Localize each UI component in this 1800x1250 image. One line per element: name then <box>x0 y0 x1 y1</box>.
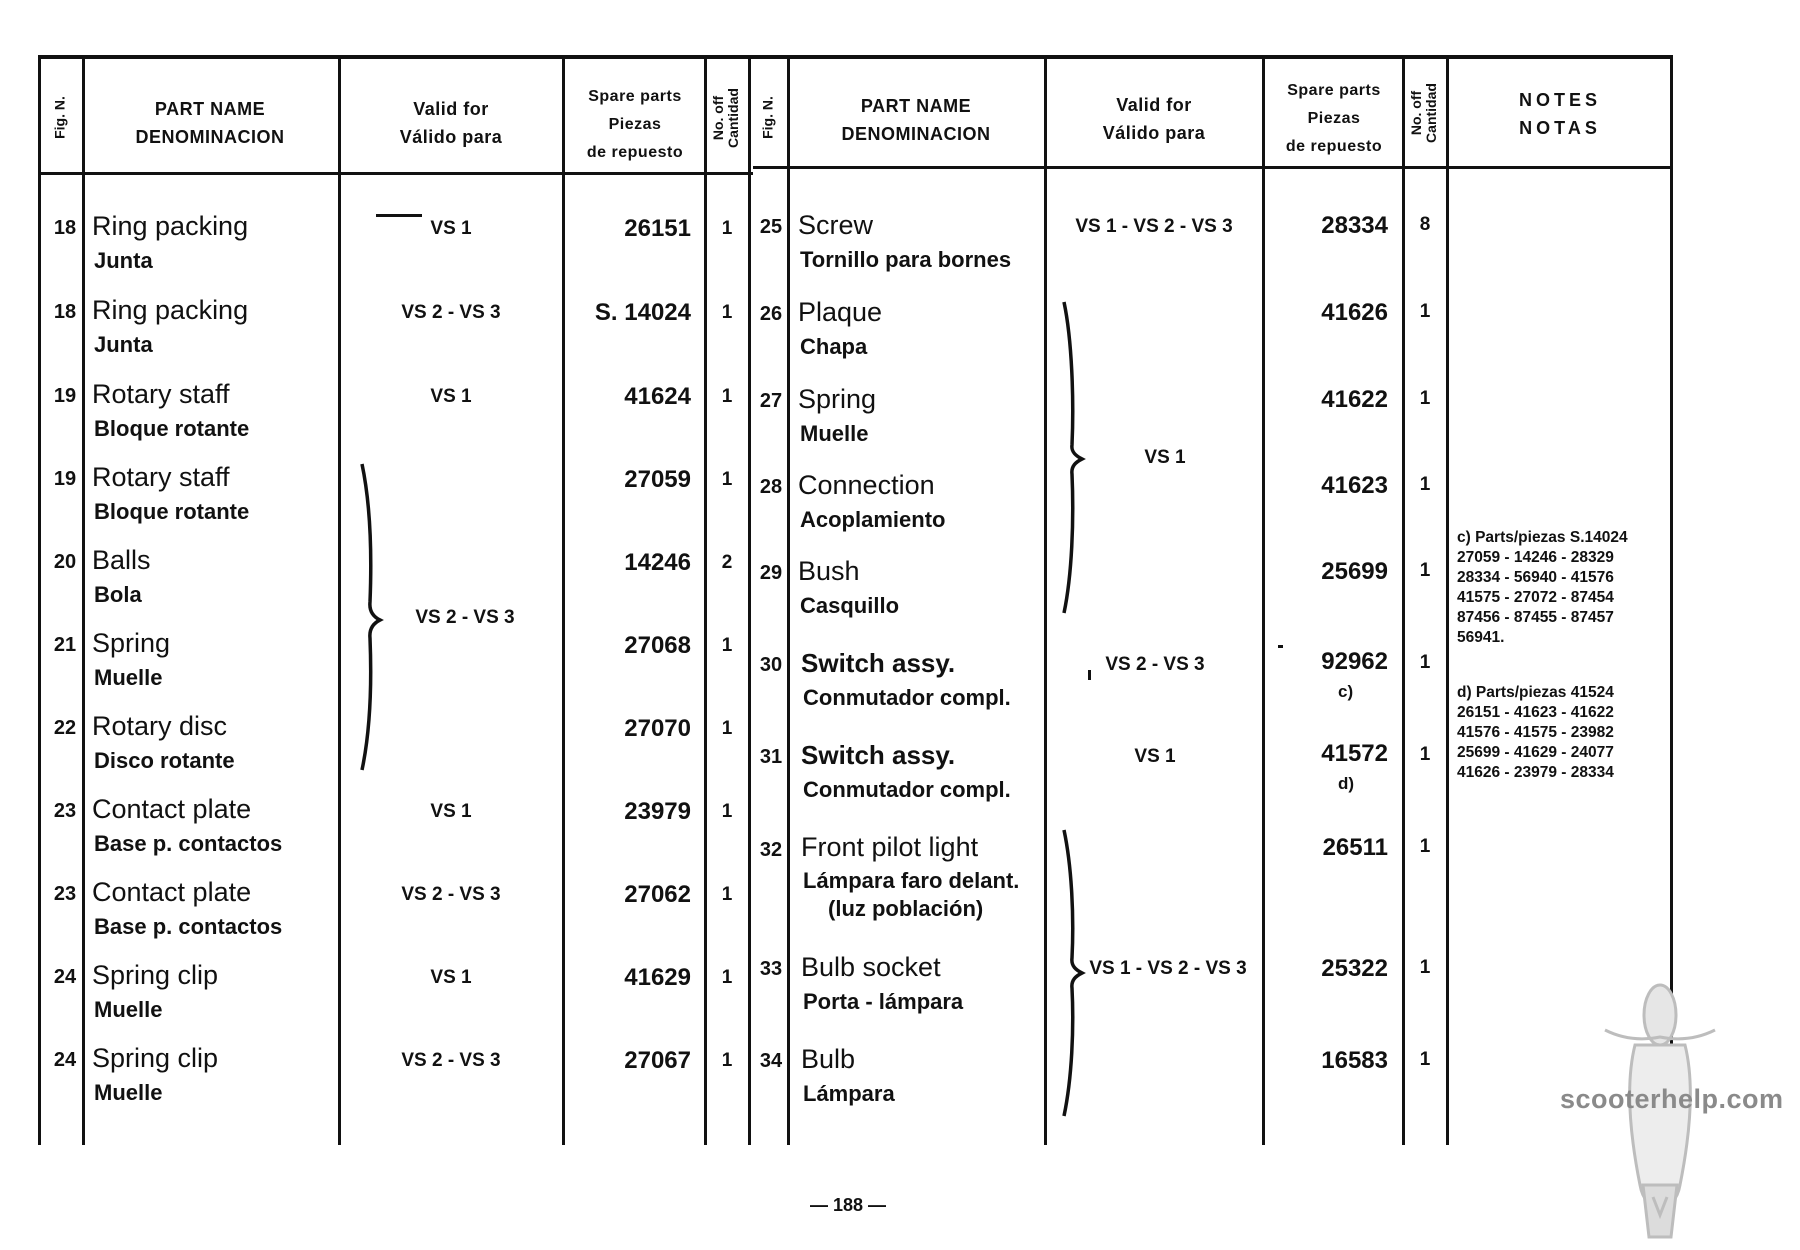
left-row-name-en: Rotary staff <box>92 462 230 492</box>
left-row-name-en: Rotary staff <box>92 379 230 409</box>
left-row-fig: 24 <box>53 966 77 988</box>
left-row-fig: 19 <box>53 468 77 490</box>
right-group2-valid: VS 1 - VS 2 - VS 3 <box>1089 958 1247 979</box>
right-row-name-en: Connection <box>798 470 935 500</box>
right-row-name-es: Tornillo para bornes <box>800 247 1012 272</box>
header-valid-for-right <box>1047 91 1261 147</box>
header-notes <box>1450 86 1670 142</box>
right-row-fig: 32 <box>759 839 783 861</box>
left-row-part-number: 23979 <box>624 798 691 825</box>
right-row-part-number: 26511 <box>1322 834 1388 861</box>
header-qty-1: No. off <box>1408 90 1424 136</box>
right-row-name-en: Screw <box>798 210 874 240</box>
left-row-name-en: Contact plate <box>92 877 252 907</box>
left-row-part-number: 27062 <box>624 881 691 908</box>
header-part-name-es: DENOMINACION <box>841 124 991 144</box>
header-valid-es: Válido para <box>399 127 503 147</box>
right-row-fig: 26 <box>759 303 783 325</box>
col-line <box>562 58 565 1145</box>
left-row-name-en: Contact plate <box>92 794 252 824</box>
header-valid-es: Válido para <box>1102 123 1206 143</box>
right-row-fig: 27 <box>759 390 783 412</box>
right-row-name-en: Plaque <box>798 297 883 327</box>
left-row-qty: 2 <box>721 552 733 573</box>
left-row-valid: VS 2 - VS 3 <box>401 884 501 905</box>
ink-mark <box>376 214 422 217</box>
right-row-part-number: 16583 <box>1321 1047 1388 1074</box>
right-group1-brace <box>1060 300 1090 615</box>
header-spare-1: Spare parts <box>1287 82 1381 99</box>
header-qty-1: No. off <box>710 95 726 141</box>
left-row-qty: 1 <box>721 967 733 988</box>
right-row-qty: 1 <box>1419 474 1431 495</box>
left-row-fig: 18 <box>53 217 77 239</box>
right-row-name-es: Conmutador compl. <box>803 685 1011 710</box>
left-row-valid: VS 1 <box>430 967 472 988</box>
right-row-valid: VS 1 <box>1134 746 1176 767</box>
header-fig-n: Fig. N. <box>51 96 68 139</box>
right-row-part-number: 41623 <box>1321 472 1388 499</box>
left-row-part-number: S. 14024 <box>594 299 691 326</box>
right-row-fig: 25 <box>759 216 783 238</box>
right-row-qty: 1 <box>1419 957 1431 978</box>
right-row-qty: 1 <box>1419 301 1431 322</box>
header-part-name-en: PART NAME <box>154 99 266 119</box>
right-row-part-number: 25322 <box>1321 955 1388 982</box>
right-row-valid: VS 2 - VS 3 <box>1105 654 1205 675</box>
header-part-name-right <box>790 92 1042 148</box>
left-row-valid: VS 1 <box>430 218 472 239</box>
header-rule-right <box>753 166 1673 169</box>
col-line <box>1446 58 1449 1145</box>
left-row-part-number: 26151 <box>624 215 691 242</box>
left-row-name-en: Spring clip <box>92 1043 219 1073</box>
header-fig-n-right: Fig. N. <box>759 96 776 139</box>
right-row-name-es: Acoplamiento <box>800 507 946 532</box>
header-spare-1: Spare parts <box>588 88 682 105</box>
left-row-part-number: 27068 <box>624 632 691 659</box>
left-row-qty: 1 <box>721 469 733 490</box>
left-row-part-number: 41629 <box>624 964 691 991</box>
header-rule-left <box>38 172 753 175</box>
right-row-name-es: Lámpara <box>803 1081 895 1106</box>
right-row-fig: 34 <box>759 1050 783 1072</box>
right-row-fig: 31 <box>759 746 783 768</box>
header-spare-2: Piezas <box>608 116 662 133</box>
left-row-fig: 23 <box>53 883 77 905</box>
col-line <box>1402 58 1405 1145</box>
left-row-valid: VS 2 - VS 3 <box>401 302 501 323</box>
header-spare-parts <box>566 83 704 167</box>
header-part-name-es: DENOMINACION <box>135 127 285 147</box>
col-line <box>704 58 707 1145</box>
right-row-fig: 28 <box>759 476 783 498</box>
right-row-name-en: Bulb socket <box>801 952 941 982</box>
right-row-qty: 1 <box>1419 652 1431 673</box>
right-row-name-es-2: (luz población) <box>828 896 984 921</box>
left-group-brace <box>358 462 388 772</box>
right-row-part-number: 92962 <box>1321 648 1388 675</box>
right-row-name-en: Bush <box>798 556 860 586</box>
right-row-name-es: Casquillo <box>800 593 900 618</box>
left-row-qty: 1 <box>721 218 733 239</box>
left-row-name-es: Bloque rotante <box>94 416 250 441</box>
left-row-name-es: Junta <box>94 248 153 273</box>
left-row-fig: 19 <box>53 385 77 407</box>
left-row-name-en: Ring packing <box>92 211 249 241</box>
right-row-fig: 30 <box>759 654 783 676</box>
left-row-name-es: Base p. contactos <box>94 831 283 856</box>
right-row-name-en: Front pilot light <box>801 832 979 862</box>
right-row-name-en: Switch assy. <box>801 740 956 770</box>
header-spare-3: de repuesto <box>1285 138 1383 155</box>
header-spare-2: Piezas <box>1307 110 1361 127</box>
right-row-qty: 8 <box>1419 214 1431 235</box>
note-c: c) Parts/piezas S.14024 27059 - 14246 - 28329 28334 - 56940 - 41576 41575 - 27072 - 87454 87456 - 87455 - 87457 56941. <box>1457 529 1628 646</box>
right-row-part-number: 25699 <box>1321 558 1388 585</box>
left-row-qty: 1 <box>721 386 733 407</box>
left-row-name-es: Muelle <box>94 1080 163 1105</box>
left-row-qty: 1 <box>721 302 733 323</box>
left-row-name-es: Bola <box>94 582 142 607</box>
right-row-qty: 1 <box>1419 388 1431 409</box>
right-row-fig: 33 <box>759 958 783 980</box>
right-row-name-es: Muelle <box>800 421 869 446</box>
right-row-name-en: Spring <box>798 384 877 414</box>
left-row-fig: 23 <box>53 800 77 822</box>
right-row-fig: 29 <box>759 562 783 584</box>
left-row-name-en: Balls <box>92 545 151 575</box>
left-row-part-number: 27067 <box>624 1047 691 1074</box>
right-row-qty: 1 <box>1419 1049 1431 1070</box>
left-row-qty: 1 <box>721 718 733 739</box>
left-row-fig: 24 <box>53 1049 77 1071</box>
left-row-fig: 22 <box>53 717 77 739</box>
left-row-fig: 20 <box>53 551 77 573</box>
left-row-valid: VS 2 - VS 3 <box>401 1050 501 1071</box>
right-row-name-en: Switch assy. <box>801 648 956 678</box>
right-row-valid: VS 1 - VS 2 - VS 3 <box>1075 216 1233 237</box>
left-row-name-es: Disco rotante <box>94 748 235 773</box>
header-notes-es: NOTAS <box>1519 118 1601 138</box>
right-row-qty: 1 <box>1419 836 1431 857</box>
left-row-part-number: 41624 <box>624 383 691 410</box>
header-valid-en: Valid for <box>413 99 489 119</box>
left-row-name-es: Base p. contactos <box>94 914 283 939</box>
left-row-qty: 1 <box>721 884 733 905</box>
left-row-qty: 1 <box>721 801 733 822</box>
col-line <box>338 58 341 1145</box>
left-row-valid: VS 1 <box>430 801 472 822</box>
left-group-valid: VS 2 - VS 3 <box>415 607 515 628</box>
header-valid-en: Valid for <box>1116 95 1192 115</box>
left-row-valid: VS 1 <box>430 386 472 407</box>
left-row-name-es: Junta <box>94 332 153 357</box>
header-part-name <box>85 95 335 151</box>
col-line <box>1262 58 1265 1145</box>
right-group1-valid: VS 1 <box>1144 447 1186 468</box>
left-row-fig: 18 <box>53 301 77 323</box>
header-valid-for <box>342 95 560 151</box>
right-row-name-es: Lámpara faro delant. <box>803 868 1020 893</box>
right-row-part-number: 41572 <box>1321 740 1388 767</box>
left-row-name-en: Spring <box>92 628 171 658</box>
left-row-name-es: Muelle <box>94 997 163 1022</box>
left-row-part-number: 14246 <box>624 549 691 576</box>
header-part-name-en: PART NAME <box>860 96 972 116</box>
ink-mark <box>1278 645 1283 648</box>
left-row-qty: 1 <box>721 635 733 656</box>
right-row-qty: 1 <box>1419 744 1431 765</box>
header-notes-en: NOTES <box>1518 90 1601 110</box>
left-row-qty: 1 <box>721 1050 733 1071</box>
left-row-part-number: 27059 <box>624 466 691 493</box>
header-qty-2: Cantidad <box>725 88 741 148</box>
header-spare-parts-right <box>1266 77 1402 161</box>
left-row-name-en: Ring packing <box>92 295 249 325</box>
right-row-name-es: Conmutador compl. <box>803 777 1011 802</box>
header-qty-right <box>1409 73 1439 153</box>
left-row-name-es: Muelle <box>94 665 163 690</box>
right-row-name-es: Porta - lámpara <box>803 989 964 1014</box>
right-row-note-ref: d) <box>1338 774 1355 793</box>
left-row-fig: 21 <box>53 634 77 656</box>
ink-mark <box>1088 670 1091 680</box>
page-number: — 188 — <box>810 1195 887 1215</box>
right-row-part-number: 41626 <box>1321 299 1388 326</box>
col-line <box>38 58 41 1145</box>
left-row-name-es: Bloque rotante <box>94 499 250 524</box>
left-row-part-number: 27070 <box>624 715 691 742</box>
header-qty <box>711 78 741 158</box>
right-row-name-es: Chapa <box>800 334 868 359</box>
left-row-name-en: Rotary disc <box>92 711 228 741</box>
right-row-qty: 1 <box>1419 560 1431 581</box>
right-row-part-number: 41622 <box>1321 386 1388 413</box>
header-spare-3: de repuesto <box>586 144 684 161</box>
right-row-name-en: Bulb <box>801 1044 856 1074</box>
watermark-text: scooterhelp.com <box>1560 1084 1784 1114</box>
top-rule <box>38 55 1673 59</box>
header-qty-2: Cantidad <box>1423 83 1439 143</box>
note-d: d) Parts/piezas 41524 26151 - 41623 - 41622 41576 - 41575 - 23982 25699 - 41629 - 24077 41626 - 23979 - 28334 <box>1457 684 1614 781</box>
left-row-name-en: Spring clip <box>92 960 219 990</box>
right-row-part-number: 28334 <box>1321 212 1388 239</box>
right-row-note-ref: c) <box>1338 682 1354 701</box>
